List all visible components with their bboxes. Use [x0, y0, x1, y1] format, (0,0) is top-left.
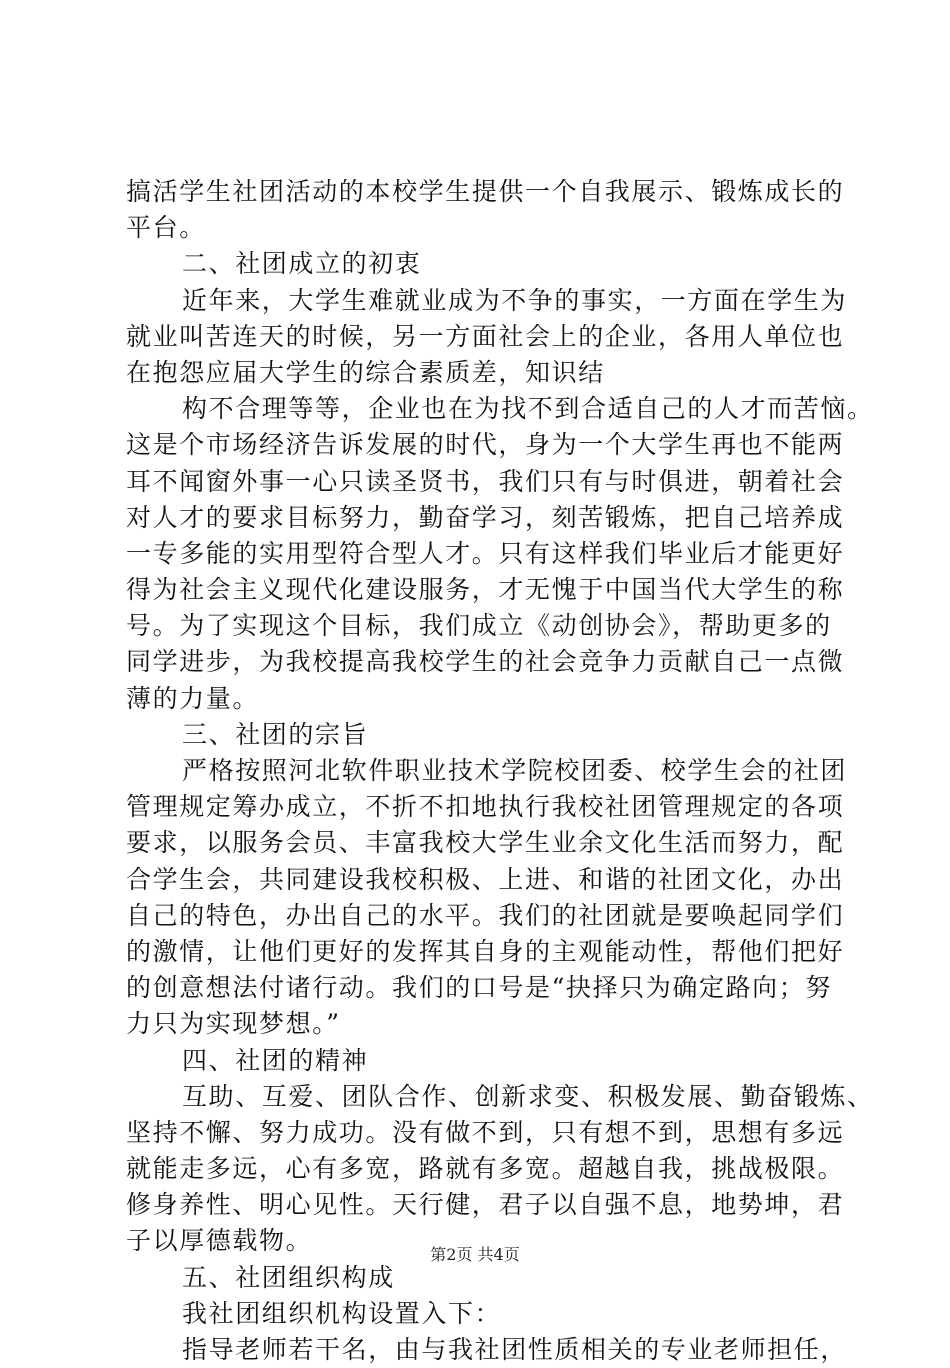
text-line: 就能走多远，心有多宽，路就有多宽。超越自我，挑战极限。	[126, 1154, 845, 1184]
text-line: 严格按照河北软件职业技术学院校团委、校学生会的社团	[182, 756, 848, 785]
text-line: 得为社会主义现代化建设服务，才无愧于中国当代大学生的称	[126, 575, 845, 605]
page-footer: 第2页 共4页	[430, 1245, 520, 1264]
text-line: 四、社团的精神	[182, 1045, 369, 1075]
text-line: 一专多能的实用型符合型人才。只有这样我们毕业后才能更好	[126, 538, 845, 568]
text-line: 耳不闻窗外事一心只读圣贤书，我们只有与时俱进，朝着社会	[126, 466, 845, 496]
text-line: 子以厚德载物。	[126, 1226, 313, 1256]
text-line: 力只为实现梦想。”	[126, 1009, 341, 1039]
text-line: 我社团组织机构设置入下：	[182, 1298, 502, 1328]
text-line: 构不合理等等，企业也在为找不到合适自己的人才而苦恼。	[182, 394, 874, 424]
text-line: 号。为了实现这个目标，我们成立《动创协会》，帮助更多的	[126, 611, 832, 641]
text-line: 对人才的要求目标努力，勤奋学习，刻苦锻炼，把自己培养成	[126, 502, 845, 532]
text-line: 指导老师若干名，由与我社团性质相关的专业老师担任，	[182, 1335, 848, 1364]
document-body	[126, 174, 874, 1368]
text-line: 二、社团成立的初衷	[182, 249, 422, 279]
text-line: 就业叫苦连天的时候，另一方面社会上的企业，各用人单位也	[126, 321, 845, 351]
text-line: 薄的力量。	[126, 683, 260, 713]
text-line: 在抱怨应届大学生的综合素质差，知识结	[126, 357, 605, 387]
text-line: 这是个市场经济告诉发展的时代，身为一个大学生再也不能两	[126, 430, 845, 460]
text-line: 修身养性、明心见性。天行健，君子以自强不息，地势坤，君	[126, 1190, 845, 1220]
text-line: 合学生会，共同建设我校积极、上进、和谐的社团文化，办出	[126, 864, 845, 894]
text-line: 要求，以服务会员、丰富我校大学生业余文化生活而努力，配	[126, 828, 845, 858]
text-line: 的创意想法付诸行动。我们的口号是“抉择只为确定路向；努	[126, 973, 832, 1003]
text-line: 自己的特色，办出自己的水平。我们的社团就是要唤起同学们	[126, 900, 845, 930]
text-line: 互助、互爱、团队合作、创新求变、积极发展、勤奋锻炼、	[182, 1081, 874, 1111]
text-line: 平台。	[126, 213, 206, 243]
text-line: 近年来，大学生难就业成为不争的事实，一方面在学生为	[182, 285, 848, 315]
text-line: 三、社团的宗旨	[182, 719, 369, 749]
text-line: 搞活学生社团活动的本校学生提供一个自我展示、锻炼成长的	[126, 177, 845, 206]
text-line: 管理规定筹办成立，不折不扣地执行我校社团管理规定的各项	[126, 792, 845, 822]
text-line: 的激情，让他们更好的发挥其自身的主观能动性，帮他们把好	[126, 936, 845, 966]
text-line: 同学进步，为我校提高我校学生的社会竞争力贡献自己一点微	[126, 647, 845, 677]
text-line: 五、社团组织构成	[182, 1262, 395, 1292]
text-line: 坚持不懈、努力成功。没有做不到，只有想不到，思想有多远	[126, 1117, 845, 1147]
